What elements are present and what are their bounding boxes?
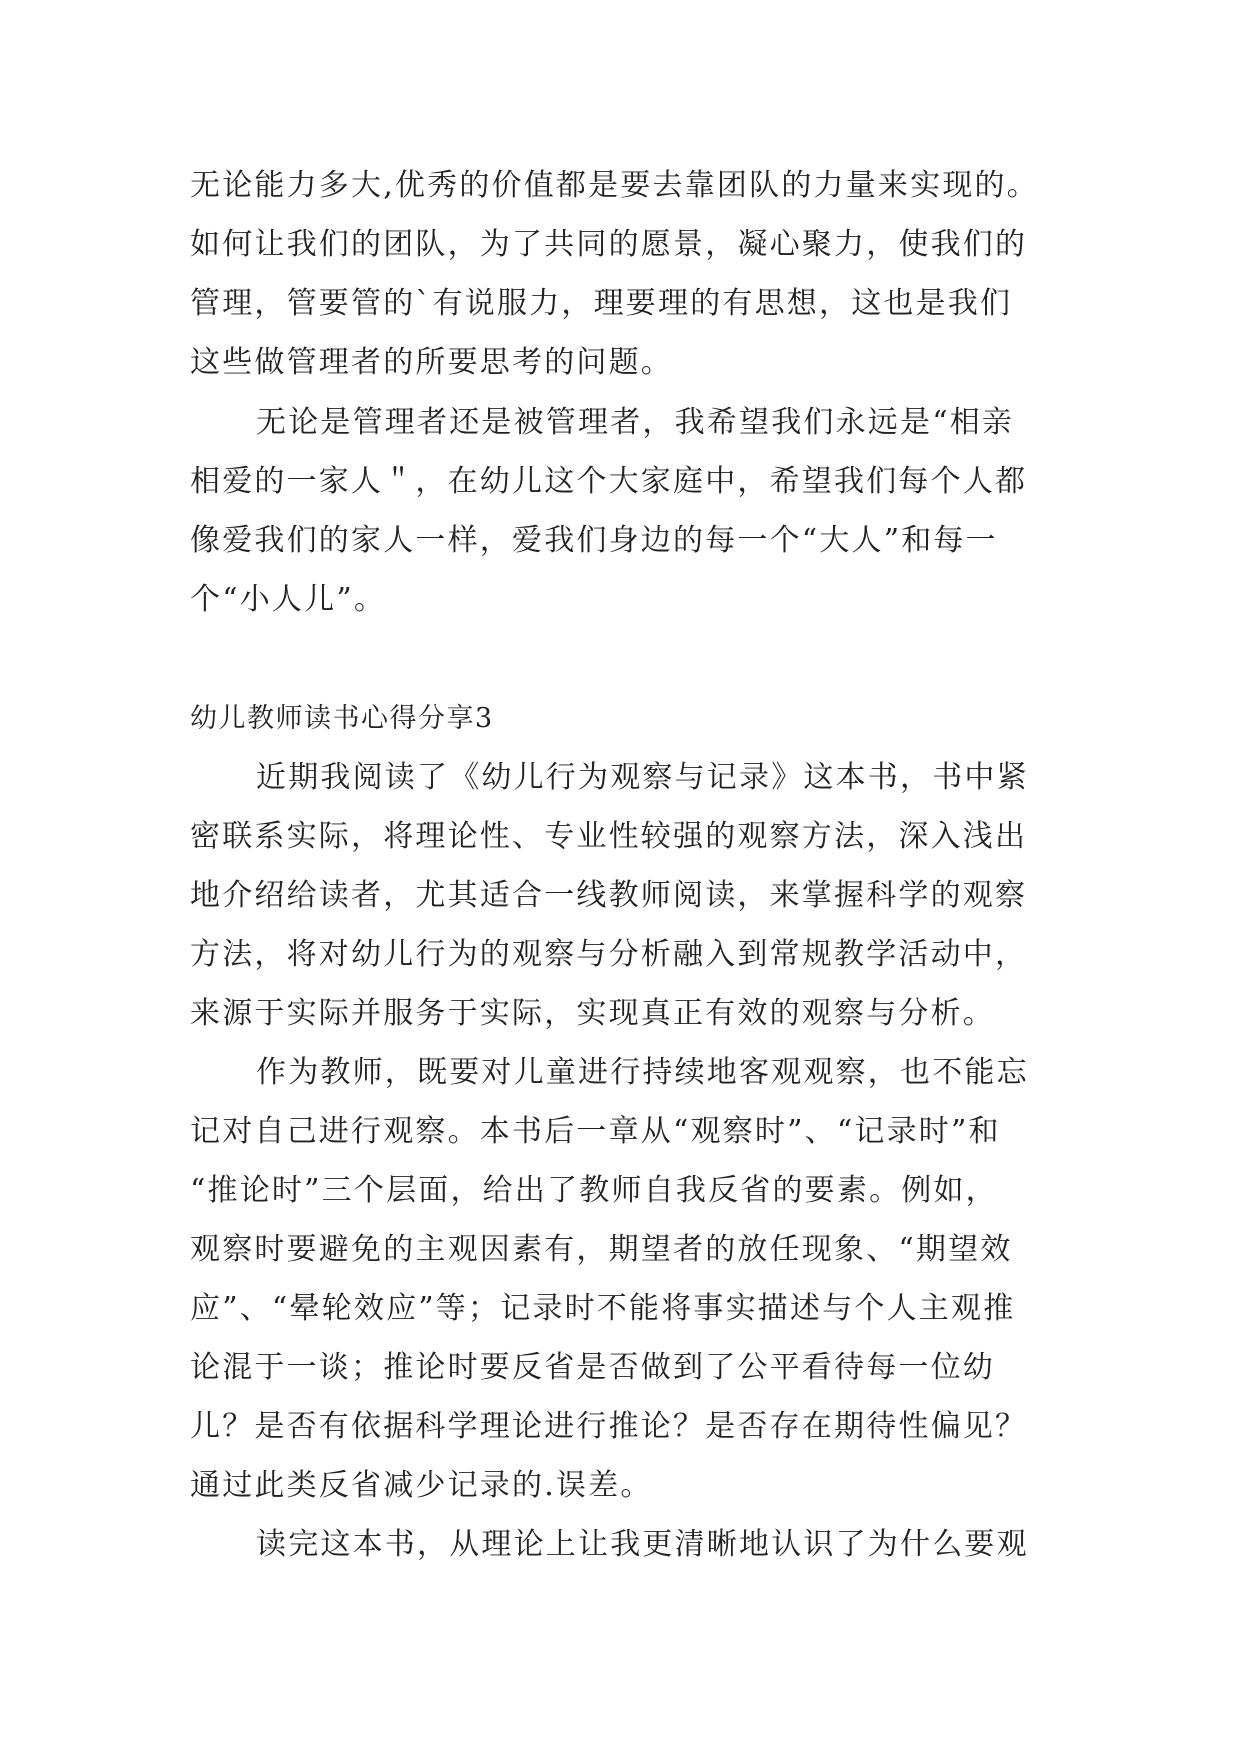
text-line: 儿？是否有依据科学理论进行推论？是否存在期待性偏见？ xyxy=(190,1409,1028,1444)
text-line: 相爱的一家人＂，在幼儿这个大家庭中，希望我们每个人都 xyxy=(190,464,1028,499)
text-line: 这些做管理者的所要思考的问题。 xyxy=(190,345,673,380)
text-line: 方法，将对幼儿行为的观察与分析融入到常规教学活动中， xyxy=(190,937,1028,972)
text-line: 记对自己进行观察。本书后一章从“观察时”、“记录时”和 xyxy=(190,1114,1001,1149)
text-line: 论混于一谈；推论时要反省是否做到了公平看待每一位幼 xyxy=(190,1350,995,1385)
text-line: 个“小人儿”。 xyxy=(190,582,387,617)
text-line: 近期我阅读了《幼儿行为观察与记录》这本书，书中紧 xyxy=(256,760,1029,795)
text-line: 管理，管要管的`有说服力，理要理的有思想，这也是我们 xyxy=(190,286,1013,321)
text-line: 无论是管理者还是被管理者，我希望我们永远是“相亲 xyxy=(256,405,1015,440)
text-line: 地介绍给读者，尤其适合一线教师阅读，来掌握科学的观察 xyxy=(190,878,1028,913)
section-heading: 幼儿教师读书心得分享3 xyxy=(190,703,494,734)
text-line: 像爱我们的家人一样，爱我们身边的每一个“大人”和每一 xyxy=(190,523,998,558)
text-line: 应”、“晕轮效应”等；记录时不能将事实描述与个人主观推 xyxy=(190,1291,1016,1326)
text-line: 读完这本书，从理论上让我更清晰地认识了为什么要观 xyxy=(256,1527,1029,1562)
text-line: 来源于实际并服务于实际，实现真正有效的观察与分析。 xyxy=(190,996,995,1031)
text-line: 观察时要避免的主观因素有，期望者的放任现象、“期望效 xyxy=(190,1232,1013,1267)
text-line: 密联系实际，将理论性、专业性较强的观察方法，深入浅出 xyxy=(190,819,1028,854)
text-line: 作为教师，既要对儿童进行持续地客观观察，也不能忘 xyxy=(256,1055,1029,1090)
text-line: 无论能力多大,优秀的价值都是要去靠团队的力量来实现的。 xyxy=(190,168,1039,203)
text-line: “推论时”三个层面，给出了教师自我反省的要素。例如， xyxy=(190,1173,998,1208)
text-line: 通过此类反省减少记录的.误差。 xyxy=(190,1468,653,1503)
text-line: 如何让我们的团队，为了共同的愿景，凝心聚力，使我们的 xyxy=(190,227,1028,262)
